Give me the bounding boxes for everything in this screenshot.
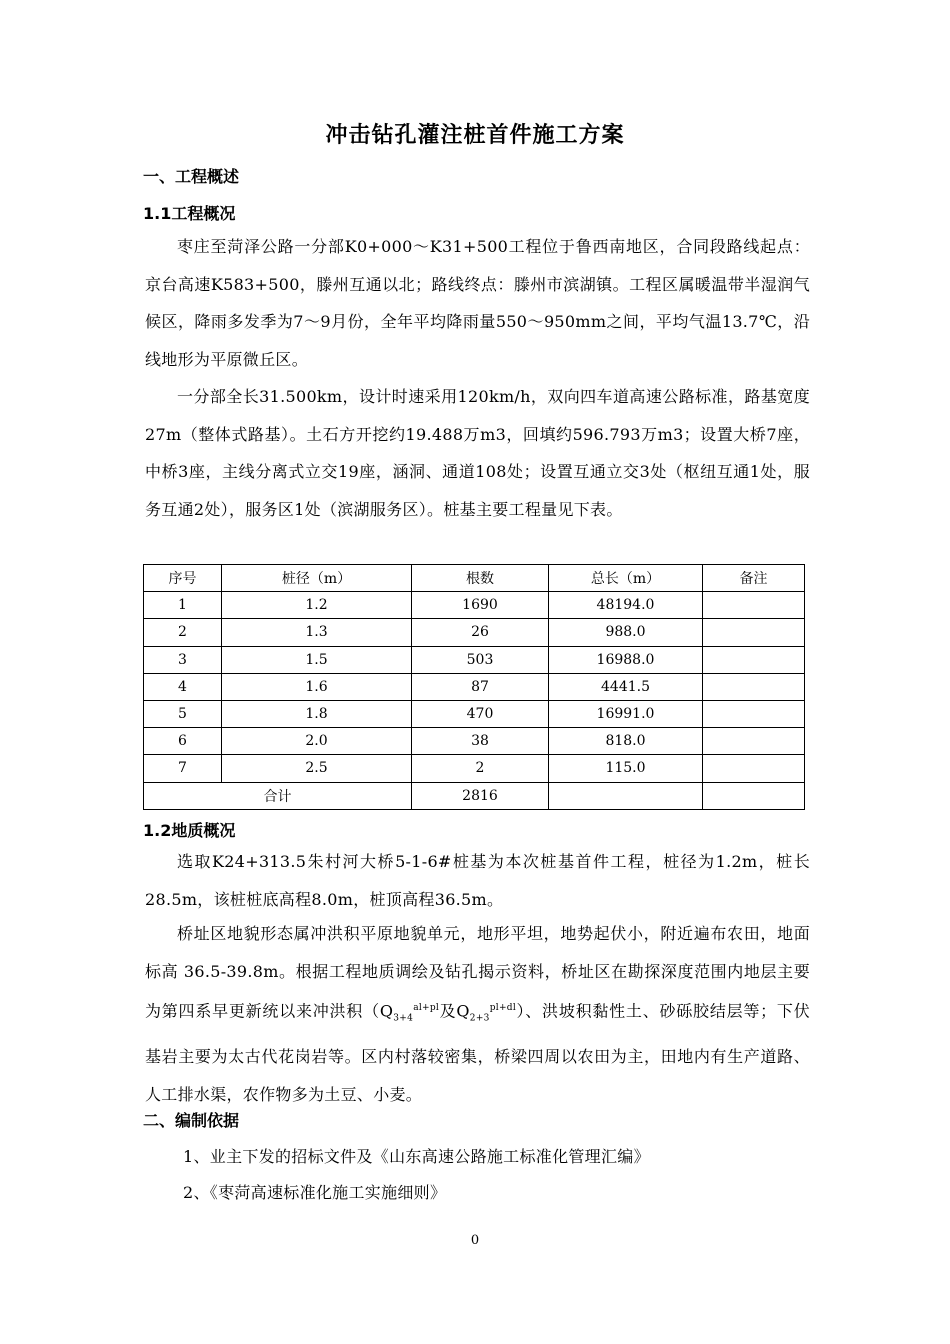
table-cell: 6 — [144, 728, 222, 755]
table-cell: 1.6 — [222, 673, 412, 700]
geology-superscript-1: al+pl — [413, 1003, 440, 1013]
table-header-cell: 桩径（m） — [222, 565, 412, 592]
table-header-cell: 序号 — [144, 565, 222, 592]
table-cell — [703, 673, 805, 700]
table-row — [144, 728, 805, 755]
table-total-count: 2816 — [412, 782, 549, 809]
geology-text-mid: 及Q — [439, 1001, 470, 1021]
table-cell: 2.5 — [222, 755, 412, 782]
table-cell: 470 — [412, 700, 549, 727]
table-total-row — [144, 782, 805, 809]
table-cell: 16991.0 — [549, 700, 703, 727]
table-total-note — [703, 782, 805, 809]
paragraph-first-pile: 选取K24+313.5朱村河大桥5-1-6#桩基为本次桩基首件工程，桩径为1.2m，桩长28.5m，该桩桩底高程8.0m，桩顶高程36.5m。 — [145, 852, 810, 909]
table-row — [144, 673, 805, 700]
geology-superscript-2: pl+dl — [489, 1003, 517, 1013]
table-total-length — [549, 782, 703, 809]
table-cell: 87 — [412, 673, 549, 700]
reference-item-2: 2、《枣菏高速标准化施工实施细则》 — [183, 1183, 447, 1202]
reference-item-1: 1、业主下发的招标文件及《山东高速公路施工标准化管理汇编》 — [183, 1147, 650, 1166]
table-row — [144, 755, 805, 782]
table-cell — [703, 619, 805, 646]
section-heading-basis: 二、编制依据 — [143, 1111, 240, 1130]
pile-quantity-table — [143, 564, 805, 810]
table-cell: 2 — [144, 619, 222, 646]
paragraph-project-location: 枣庄至菏泽公路一分部K0+000～K31+500工程位于鲁西南地区，合同段路线起点：京台高速K583+500，滕州互通以北；路线终点：滕州市滨湖镇。工程区属暖温带半湿润气候区，降雨多发季为7～9月份，全年平均降雨量550～950mm之间，平均气温13.7℃，沿线地形为平原微丘区。 — [145, 237, 810, 369]
table-cell — [703, 592, 805, 619]
table-cell: 26 — [412, 619, 549, 646]
table-row — [144, 592, 805, 619]
table-cell: 48194.0 — [549, 592, 703, 619]
table-cell: 503 — [412, 646, 549, 673]
geology-text-start: 桥址区地貌形态属冲洪积平原地貌单元，地形平坦，地势起伏小，附近遍布农田，地面标高 36.5-39.8m。根据工程地质调绘及钻孔揭示资料，桥址区在勘探深度范围内地层主要为第四系早更新统以来冲洪积（Q — [145, 924, 810, 1021]
page-number: 0 — [470, 1233, 480, 1248]
section-heading-overview: 一、工程概述 — [143, 167, 240, 186]
table-cell: 2.0 — [222, 728, 412, 755]
table-row — [144, 700, 805, 727]
geology-text-end: ）、洪坡积黏性土、砂砾胶结层等；下伏基岩主要为太古代花岗岩等。区内村落较密集，桥梁四周以农田为主，田地内有生产道路、人工排水渠，农作物多为土豆、小麦。 — [145, 1001, 810, 1104]
table-total-label: 合计 — [144, 782, 412, 809]
geology-subscript-2: 2+3 — [469, 1013, 490, 1024]
geology-subscript-1: 3+4 — [393, 1013, 414, 1024]
table-cell — [703, 646, 805, 673]
table-row — [144, 646, 805, 673]
table-cell: 4 — [144, 673, 222, 700]
table-cell: 988.0 — [549, 619, 703, 646]
table-cell: 818.0 — [549, 728, 703, 755]
subsection-heading-geology: 1.2地质概况 — [143, 821, 236, 840]
table-header-cell: 根数 — [412, 565, 549, 592]
table-cell: 7 — [144, 755, 222, 782]
subsection-heading-project: 1.1工程概况 — [143, 204, 236, 223]
table-header-cell: 总长（m） — [549, 565, 703, 592]
table-cell: 2 — [412, 755, 549, 782]
table-cell: 38 — [412, 728, 549, 755]
table-cell: 1.3 — [222, 619, 412, 646]
table-cell — [703, 755, 805, 782]
paragraph-project-scope: 一分部全长31.500km，设计时速采用120km/h，双向四车道高速公路标准，路基宽度27m（整体式路基）。土石方开挖约19.488万m3，回填约596.793万m3；设置大桥7座，中桥3座，主线分离式立交19座，涵洞、通道108处；设置互通立交3处（枢纽互通1处，服务互通2处），服务区1处（滨湖服务区）。桩基主要工程量见下表。 — [145, 387, 810, 519]
document-title: 冲击钻孔灌注桩首件施工方案 — [325, 123, 625, 148]
table-row — [144, 619, 805, 646]
table-header-row — [144, 565, 805, 592]
paragraph-geology — [145, 915, 810, 1113]
table-cell: 1.8 — [222, 700, 412, 727]
table-cell: 5 — [144, 700, 222, 727]
table-cell: 4441.5 — [549, 673, 703, 700]
table-cell: 1690 — [412, 592, 549, 619]
table-cell: 115.0 — [549, 755, 703, 782]
table-cell: 1 — [144, 592, 222, 619]
table-cell: 3 — [144, 646, 222, 673]
table-cell: 1.5 — [222, 646, 412, 673]
table-header-cell: 备注 — [703, 565, 805, 592]
table-cell — [703, 728, 805, 755]
table-cell: 16988.0 — [549, 646, 703, 673]
table-cell — [703, 700, 805, 727]
table-cell: 1.2 — [222, 592, 412, 619]
